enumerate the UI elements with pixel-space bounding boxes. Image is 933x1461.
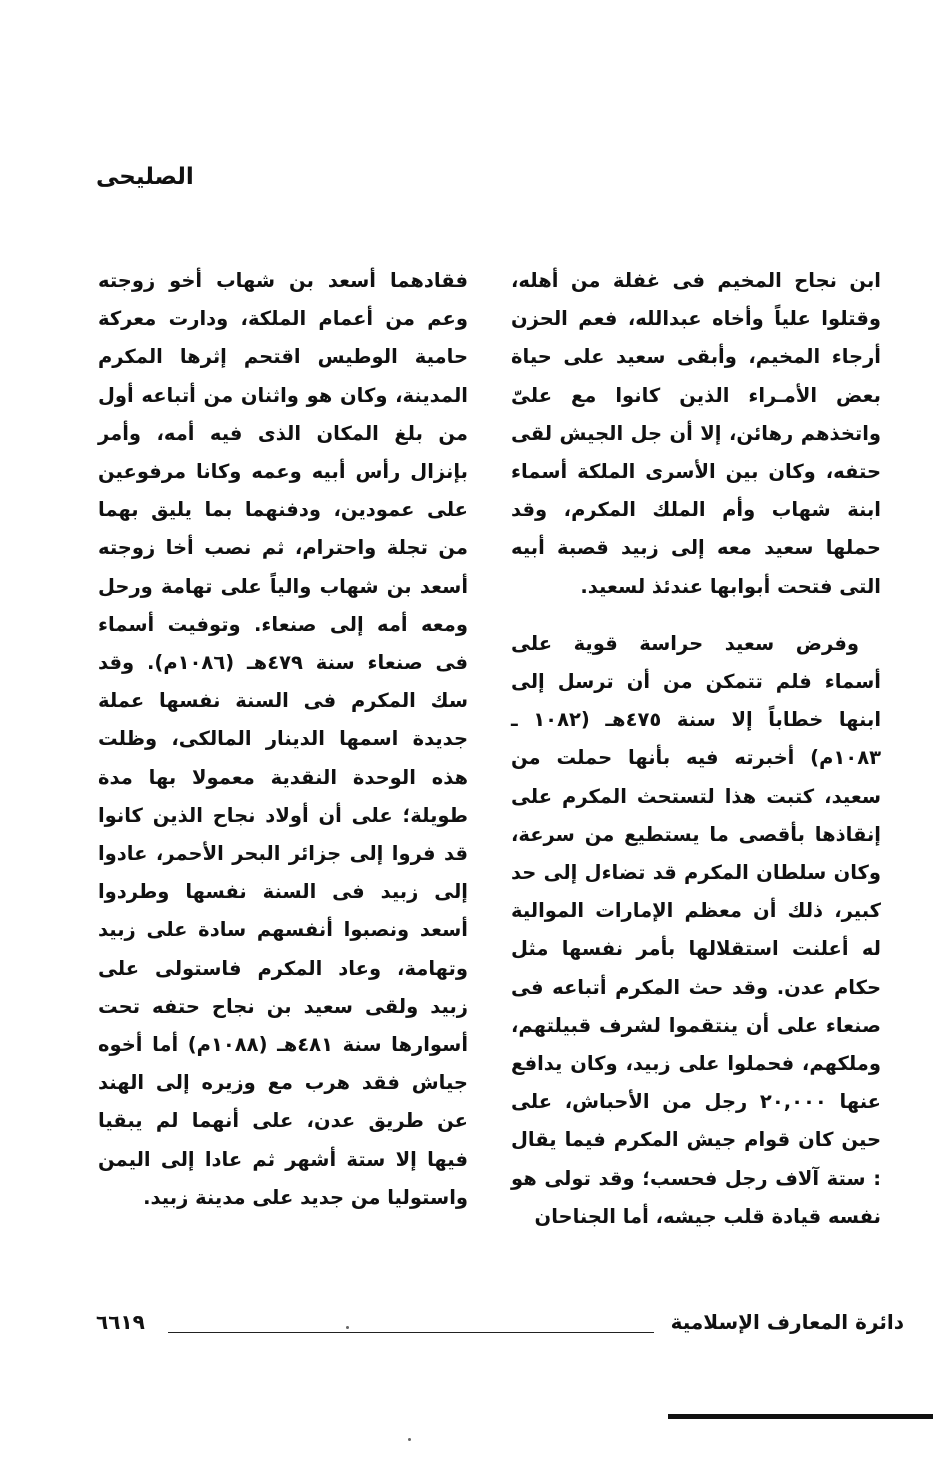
bottom-rule (668, 1414, 933, 1419)
text-column-left (98, 262, 468, 1217)
scan-speck (346, 1326, 349, 1329)
footer-rule (168, 1332, 654, 1333)
page-footer (96, 1306, 904, 1346)
paragraph: فقادهما أسعد بن شهاب أخو زوجته وعم من أعمام الملكة، ودارت معركة حامية الوطيس اقتحم إثرها المكرم المدينة، وكان هو واثنان من أتباعه أول من بلغ المكان الذى فيه أمه، وأمر بإنزال رأس أبيه وعمه وكانا مرفوعين على عمودين، ودفنهما بما يليق بهما من تجلة واحترام، ثم نصب أخا زوجته أسعد بن شهاب والياً على تهامة ورحل ومعه أمه إلى صنعاء. وتوفيت أسماء فى صنعاء سنة ٤٧٩هـ (١٠٨٦م). وقد سك المكرم فى السنة نفسها عملة جديدة اسمها الدينار المالكى، وظلت هذه الوحدة النقدية معمولا بها مدة طويلة؛ على أن أولاد نجاح الذين كانوا قد فروا إلى جزائر البحر الأحمر، عادوا إلى زبيد فى السنة نفسها وطردوا أسعد ونصبوا أنفسهم سادة على زبيد وتهامة، وعاد المكرم فاستولى على زبيد ولقى سعيد بن نجاح حتفه تحت أسوارها سنة ٤٨١هـ (١٠٨٨م) أما أخوه جياش فقد هرب مع وزيره إلى الهند عن طريق عدن، على أنهما لم يبقيا فيها إلا ستة أشهر ثم عادا إلى اليمن واستوليا من جديد على مدينة زبيد. (98, 269, 469, 1209)
text-column-right (511, 262, 881, 1236)
running-head: الصليحى (96, 164, 194, 190)
page-number: ٦٦١٩ (96, 1310, 145, 1334)
scan-speck (408, 1438, 411, 1441)
publication-title: دائرة المعارف الإسلامية (670, 1310, 904, 1334)
paragraph: وفرض سعيد حراسة قوية على أسماء فلم تتمكن من أن ترسل إلى ابنها خطاباً إلا سنة ٤٧٥هـ (١٠٨٢ ـ ١٠٨٣م) أخبرته فيه بأنها حملت من سعيد، كتبت هذا لتستحث المكرم على إنقاذها بأقصى ما يستطيع من سرعة، وكان سلطان المكرم قد تضاءل إلى حد كبير، ذلك أن معظم الإمارات الموالية له أعلنت استقلالها بأمر نفسها مثل حكام عدن. وقد حث المكرم أتباعه فى صنعاء على أن ينتقموا لشرف قبيلتهم، وملكهم، فحملوا على زبيد، وكان يدافع عنها ٢٠,٠٠٠ رجل من الأحباش، على حين كان قوام جيش المكرم فيما يقال : ستة آلاف رجل فحسب؛ وقد تولى هو نفسه قيادة قلب جيشه، أما الجناحان (511, 631, 882, 1228)
paragraph: ابن نجاح المخيم فى غفلة من أهله، وقتلوا علياً وأخاه عبدالله، فعم الحزن أرجاء المخيم، وأبقى سعيد على حياة بعض الأمـراء الذين كانوا مع علىّ واتخذهم رهائن، إلا أن جل الجيش لقى حتفه، وكان بين الأسرى الملكة أسماء ابنة شهاب وأم الملك المكرم، وقد حملها سعيد معه إلى زبيد قصبة أبيه التى فتحت أبوابها عندئذ لسعيد. (511, 269, 881, 598)
